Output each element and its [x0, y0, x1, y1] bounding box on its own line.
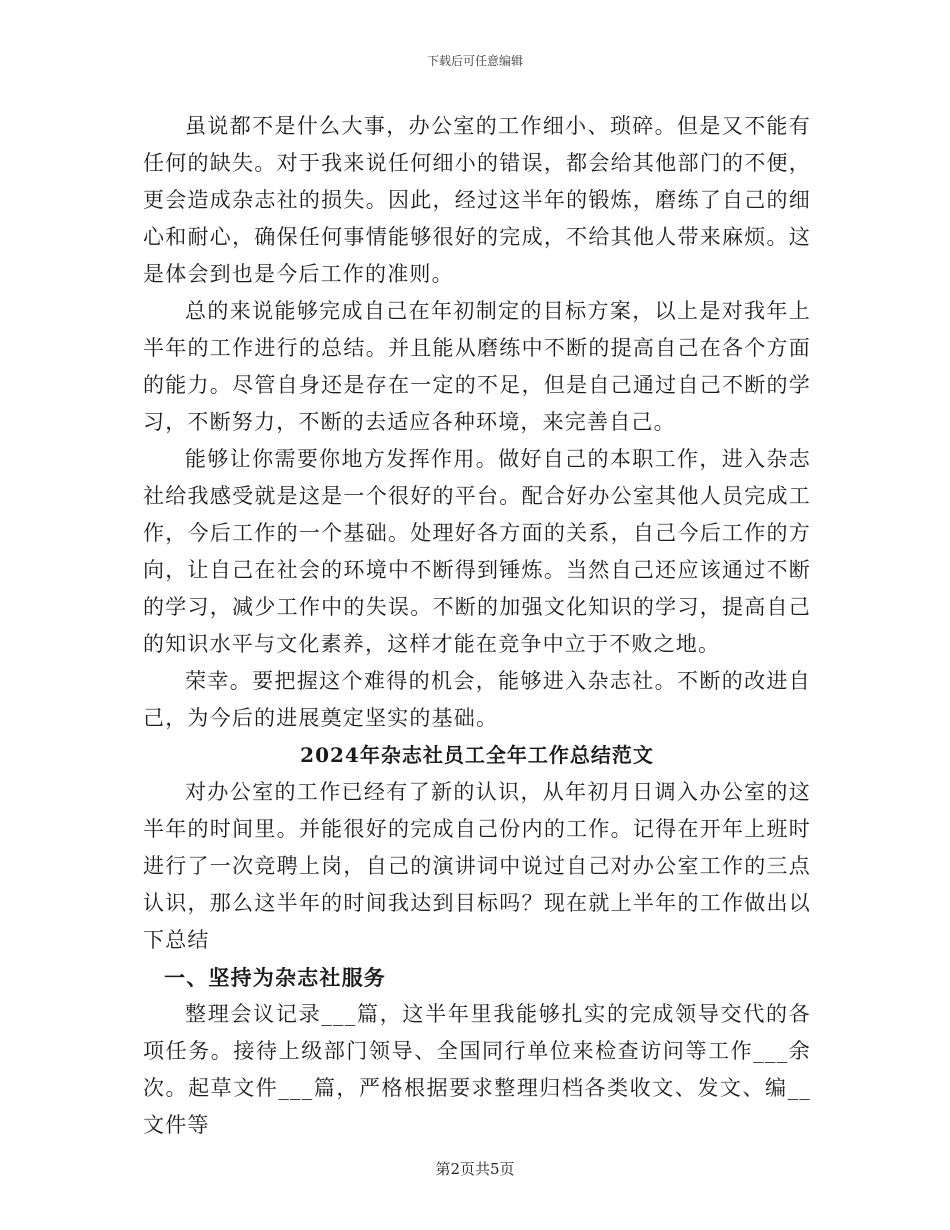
section-paragraph: 整理会议记录___篇，这半年里我能够扎实的完成领导交代的各项任务。接待上级部门领导、全国同行单位来检查访问等工作___余次。起草文件___篇，严格根据要求整理归档各类收文、发文、编__文件等 — [143, 1002, 811, 1137]
section-heading: 一、坚持为杂志社服务 — [164, 965, 386, 990]
page-footer: 第2页共5页 — [435, 1160, 515, 1178]
paragraph-1: 虽说都不是什么大事，办公室的工作细小、琐碎。但是又不能有任何的缺失。对于我来说任何细小的错误，都会给其他部门的不便，更会造成杂志社的损失。因此，经过这半年的锻炼，磨练了自己的细心和耐心，确保任何事情能够很好的完成，不给其他人带来麻烦。这是体会到也是今后工作的准则。 — [143, 114, 811, 286]
page-header: 下载后可任意编辑 — [426, 54, 523, 68]
paragraph-3: 能够让你需要你地方发挥作用。做好自己的本职工作，进入杂志社给我感受就是这是一个很好的平台。配合好办公室其他人员完成工作，今后工作的一个基础。处理好各方面的关系，自己今后工作的方向，让自己在社会的环境中不断得到锤炼。当然自己还应该通过不断的学习，减少工作中的失误。不断的加强文化知识的学习，提高自己的知识水平与文化素养，这样才能在竞争中立于不败之地。 — [143, 447, 811, 656]
intro-paragraph: 对办公室的工作已经有了新的认识，从年初月日调入办公室的这半年的时间里。并能很好的完成自己份内的工作。记得在开年上班时进行了一次竞聘上岗，自己的演讲词中说过自己对办公室工作的三点认识，那么这半年的时间我达到目标吗？现在就上半年的工作做出以下总结 — [143, 780, 811, 952]
paragraph-4: 荣幸。要把握这个难得的机会，能够进入杂志社。不断的改进自己，为今后的进展奠定坚实的基础。 — [143, 669, 811, 730]
document-body — [143, 108, 811, 1144]
paragraph-2: 总的来说能够完成自己在年初制定的目标方案，以上是对我年上半年的工作进行的总结。并且能从磨练中不断的提高自己在各个方面的能力。尽管自身还是存在一定的不足，但是自己通过自己不断的学习，不断努力，不断的去适应各种环境，来完善自己。 — [143, 299, 811, 434]
document-title: 2024年杂志社员工全年工作总结范文 — [300, 743, 654, 767]
